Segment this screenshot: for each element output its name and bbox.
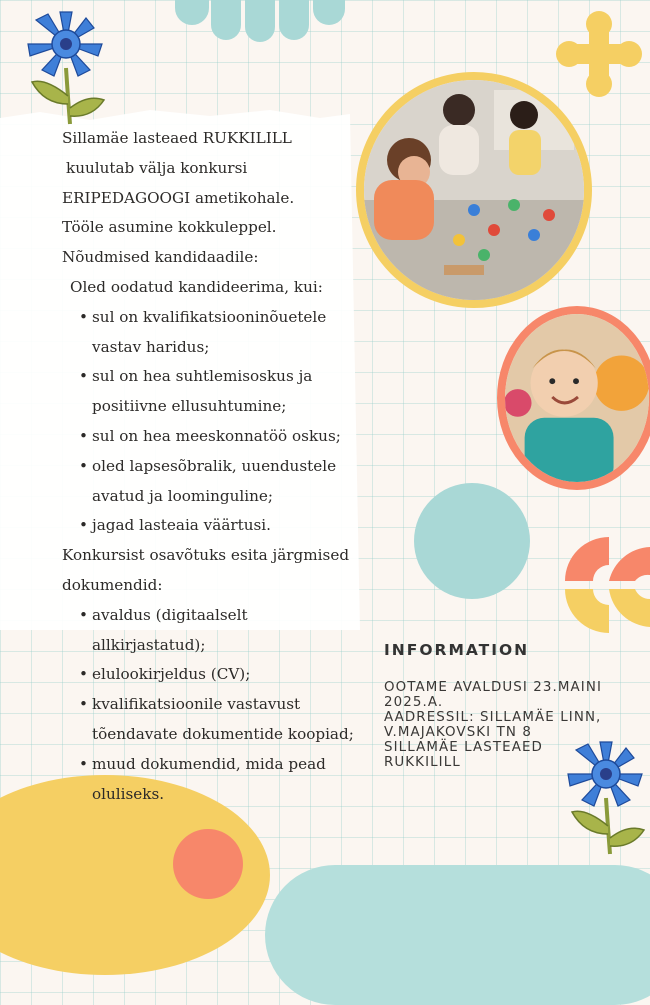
info-line: SILLAMÄE LASTEAED: [384, 740, 543, 755]
intro-line: Tööle asumine kokkuleppel.: [62, 218, 277, 237]
list-item-line: • sul on hea suhtlemisoskus ja: [92, 367, 313, 386]
intro-line: Nõudmised kandidaadile:: [62, 248, 259, 267]
documents-intro: Konkursist osavõtuks esita järgmised: [62, 546, 350, 565]
list-item: [92, 511, 382, 541]
teal-pill-decoration: [265, 865, 650, 1005]
list-item: [92, 601, 382, 661]
list-item: [92, 303, 382, 363]
list-item: [92, 362, 382, 422]
swirl-decoration: [565, 537, 650, 633]
intro-line: Sillamäe lasteaed RUKKILILL: [62, 129, 292, 147]
list-item: [92, 452, 382, 512]
list-item-line: • sul on kvalifikatsiooninõuetele: [92, 307, 327, 326]
list-item-line: • elulookirjeldus (CV);: [92, 665, 251, 684]
list-item-line: • jagad lasteaia väärtusi.: [92, 516, 271, 535]
documents-intro: dokumendid:: [62, 575, 163, 594]
smiling-child-photo: [497, 306, 650, 490]
info-line: OOTAME AVALDUSI 23.MAINI: [384, 680, 603, 695]
list-item-line: • avaldus (digitaalselt: [92, 605, 248, 624]
intro-line: Oled oodatud kandideerima, kui:: [70, 277, 323, 296]
info-line: AADRESSIL: SILLAMÄE LINN,: [384, 710, 602, 725]
teal-scallop-decoration: [175, 0, 345, 50]
cornflower-icon: [26, 8, 108, 126]
list-item-line: allkirjastatud);: [92, 635, 206, 654]
list-item-line: positiivne ellusuhtumine;: [92, 397, 287, 416]
info-body: [384, 680, 646, 770]
announcement-text: [62, 124, 382, 809]
requirements-list: [62, 303, 382, 541]
list-item: [92, 422, 382, 452]
info-line: V.MAJAKOVSKI TN 8: [384, 725, 532, 740]
list-item-line: • oled lapsesõbralik, uuendustele: [92, 456, 337, 475]
coral-dot-decoration: [173, 829, 243, 899]
children-playing-photo: [356, 72, 592, 308]
list-item-line: oluliseks.: [92, 784, 165, 803]
list-item: [92, 660, 382, 690]
teal-circle-decoration: [414, 483, 530, 599]
list-item-line: • sul on hea meeskonnatöö oskus;: [92, 426, 341, 445]
list-item-line: vastav haridus;: [92, 337, 210, 356]
info-line: 2025.A.: [384, 695, 444, 710]
intro-line: ERIPEDAGOOGI ametikohale.: [62, 188, 295, 207]
list-item: [92, 750, 382, 810]
info-title: INFORMATION: [384, 641, 530, 659]
list-item-line: • muud dokumendid, mida pead: [92, 754, 326, 773]
list-item: [92, 690, 382, 750]
list-item-line: avatud ja loominguline;: [92, 486, 274, 505]
list-item-line: • kvalifikatsioonile vastavust: [92, 695, 301, 714]
list-item-line: tõendavate dokumentide koopiad;: [92, 724, 354, 743]
yellow-cross-decoration: [555, 10, 643, 98]
info-line: RUKKILILL: [384, 755, 461, 770]
intro-line: kuulutab välja konkursi: [66, 158, 248, 177]
documents-list: [62, 601, 382, 810]
